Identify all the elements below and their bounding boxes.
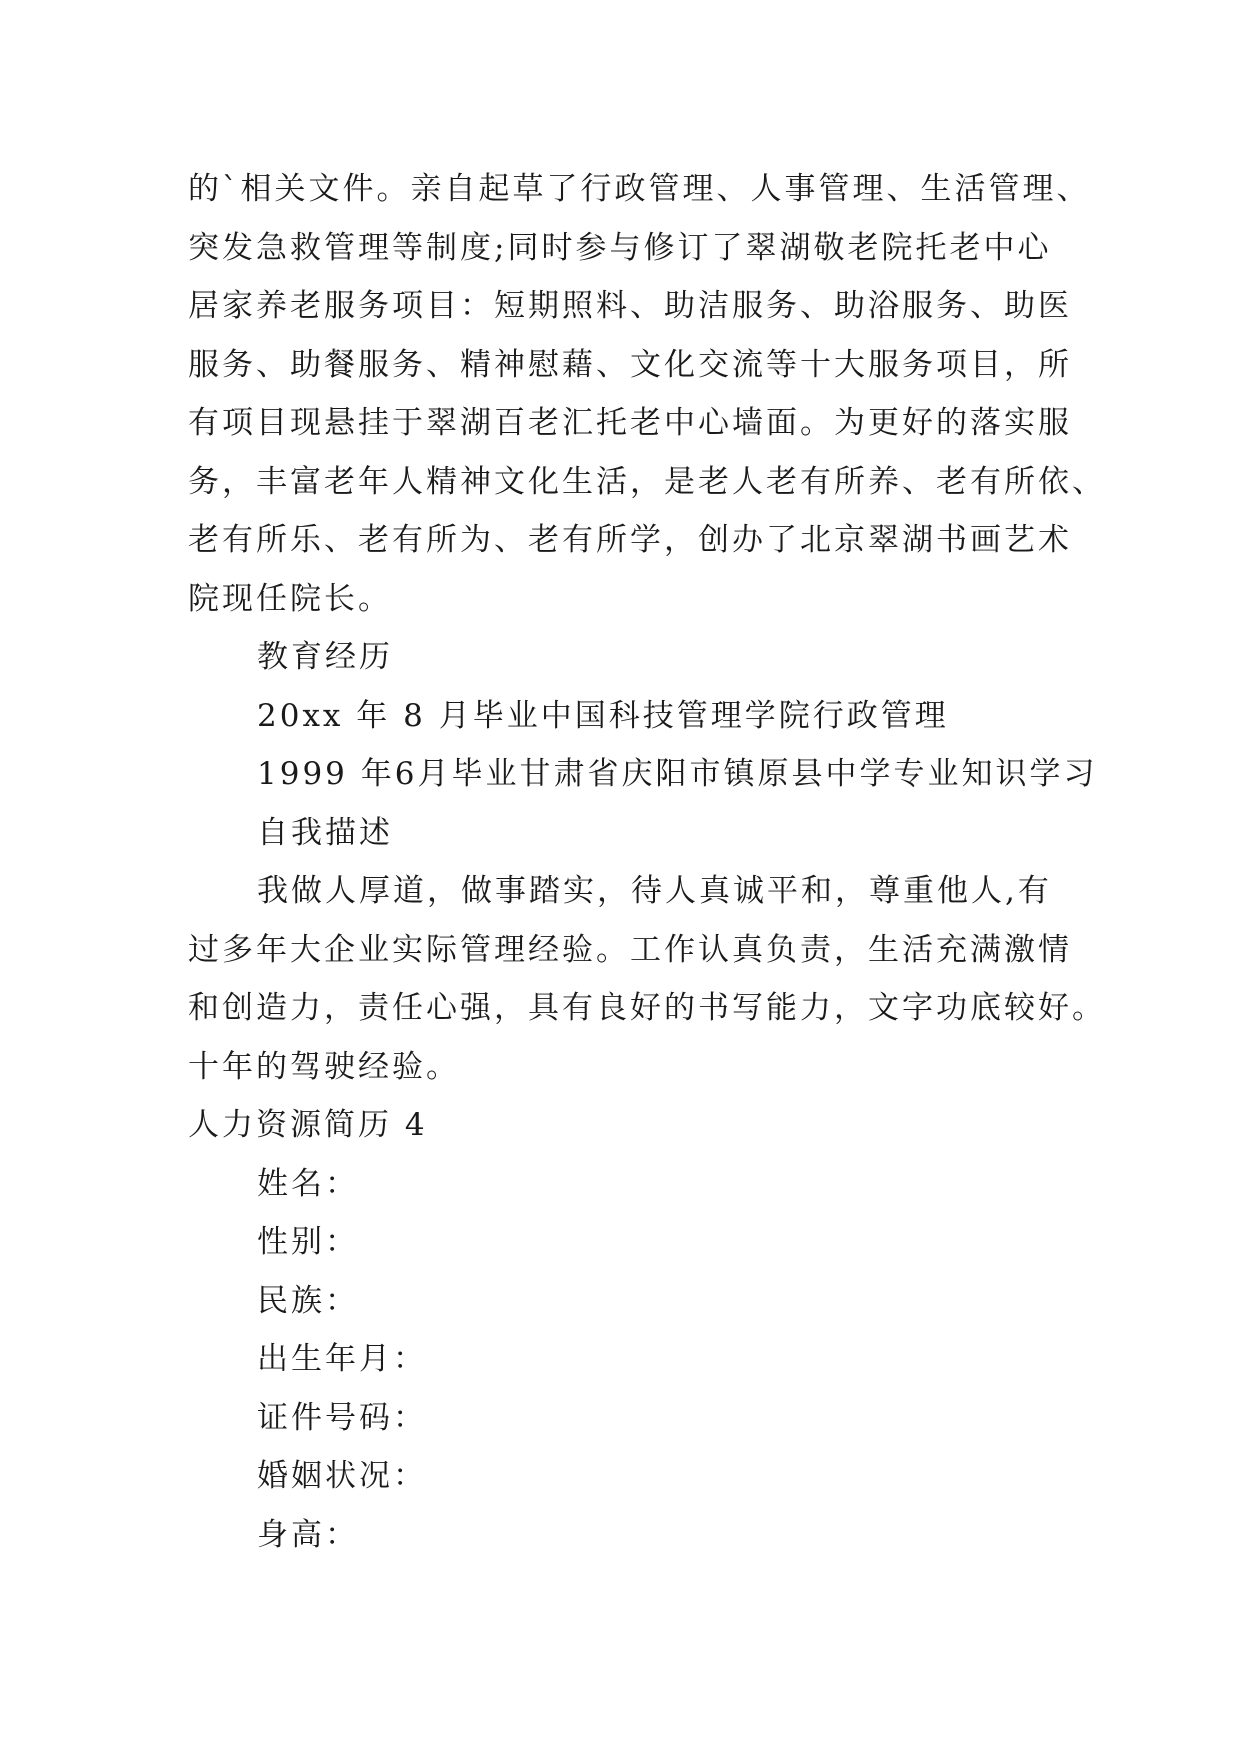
self-description-line: 过多年大企业实际管理经验。工作认真负责，生活充满激情 (188, 931, 1072, 968)
paragraph-line: 务，丰富老年人精神文化生活，是老人老有所养、老有所依、 (188, 463, 1106, 500)
field-marital-status-label: 婚姻状况： (257, 1458, 427, 1494)
paragraph-line: 院现任院长。 (188, 580, 392, 617)
field-name-label: 姓名： (257, 1165, 359, 1202)
paragraph-line: 服务、助餐服务、精神慰藉、文化交流等十大服务项目，所 (188, 346, 1072, 383)
document-body (188, 160, 1106, 1564)
education-item: 20xx 年 8 月毕业中国科技管理学院行政管理 (257, 697, 949, 734)
paragraph-line: 老有所乐、老有所为、老有所学，创办了北京翠湖书画艺术 (188, 522, 1072, 558)
education-item: 1999 年6月毕业甘肃省庆阳市镇原县中学专业知识学习 (257, 756, 1098, 792)
resume-title: 人力资源简历 4 (188, 1107, 428, 1143)
paragraph-line: 的`相关文件。亲自起草了行政管理、人事管理、生活管理、 (188, 171, 1091, 207)
field-gender-label: 性别： (257, 1224, 359, 1260)
field-id-number-label: 证件号码： (257, 1399, 427, 1436)
self-description-heading: 自我描述 (257, 814, 393, 851)
education-heading: 教育经历 (257, 639, 393, 675)
field-birthdate-label: 出生年月： (257, 1341, 427, 1377)
paragraph-line: 有项目现悬挂于翠湖百老汇托老中心墙面。为更好的落实服 (188, 405, 1072, 441)
paragraph-line: 突发急救管理等制度;同时参与修订了翠湖敬老院托老中心 (188, 229, 1052, 266)
self-description-line: 和创造力，责任心强，具有良好的书写能力，文字功底较好。 (188, 990, 1106, 1026)
paragraph-line: 居家养老服务项目：短期照料、助洁服务、助浴服务、助医 (188, 288, 1072, 324)
self-description-line: 十年的驾驶经验。 (188, 1048, 460, 1085)
self-description-line: 我做人厚道，做事踏实，待人真诚平和，尊重他人,有 (257, 873, 1052, 909)
field-ethnicity-label: 民族： (257, 1282, 359, 1319)
field-height-label: 身高： (257, 1516, 359, 1553)
